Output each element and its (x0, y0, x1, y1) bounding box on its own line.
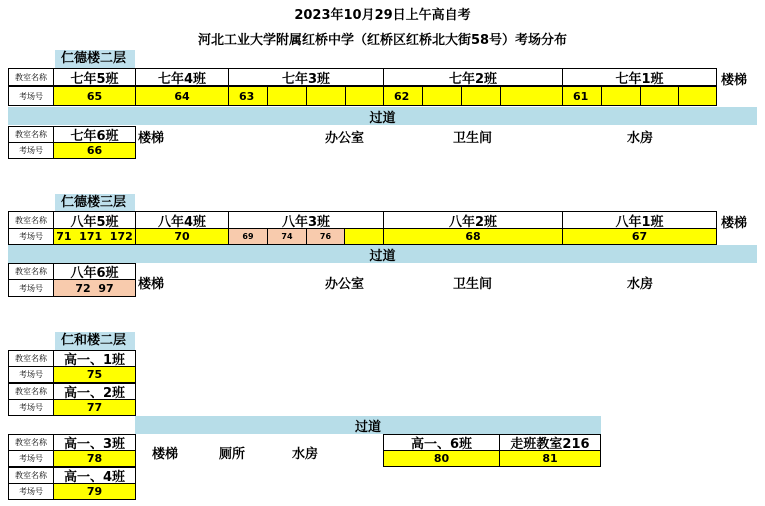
exam-room-number: 71 171 172 (53, 228, 136, 245)
classroom-label: 教室名称 (8, 126, 54, 143)
classroom-name: 八年4班 (135, 211, 229, 229)
classroom-label: 教室名称 (8, 383, 54, 400)
corridor: 过道 (135, 416, 601, 434)
exam-room-number: 68 (383, 228, 563, 245)
classroom-name: 高一、2班 (53, 383, 136, 400)
exam-room-cell (344, 228, 384, 245)
exam-room-number: 64 (135, 86, 229, 106)
exam-room-number: 63 (228, 86, 268, 106)
classroom-label: 教室名称 (8, 467, 54, 484)
exam-room-number: 75 (53, 366, 136, 383)
classroom-name: 高一、1班 (53, 350, 136, 367)
classroom-label: 教室名称 (8, 68, 54, 86)
office-label: 办公室 (325, 131, 365, 146)
stairs-label: 楼梯 (721, 73, 748, 88)
classroom-name: 八年6班 (53, 263, 136, 280)
exam-room-number: 61 (562, 86, 602, 106)
exam-room-number: 76 (306, 228, 345, 245)
exam-room-label: 考场号 (8, 366, 54, 383)
classroom-name: 七年3班 (228, 68, 384, 86)
exam-room-cell (345, 86, 384, 106)
water-room-label: 水房 (627, 277, 654, 292)
exam-room-cell (500, 86, 563, 106)
exam-room-number: 72 97 (53, 279, 136, 297)
exam-room-number: 77 (53, 399, 136, 416)
exam-room-number: 65 (53, 86, 136, 106)
stairs-label: 楼梯 (721, 216, 748, 231)
classroom-name: 八年1班 (562, 211, 717, 229)
floor-title-renhe-2f: 仁和楼二层 (55, 332, 135, 350)
exam-room-cell (461, 86, 501, 106)
restroom-label: 卫生间 (453, 131, 493, 146)
water-room-label: 水房 (627, 131, 654, 146)
exam-room-cell (601, 86, 641, 106)
toilet-label: 厕所 (219, 447, 246, 462)
exam-room-number: 78 (53, 450, 136, 467)
classroom-label: 教室名称 (8, 211, 54, 229)
exam-room-label: 考场号 (8, 279, 54, 297)
corridor: 过道 (8, 245, 757, 263)
floor-title-rende-2f: 仁德楼二层 (55, 50, 135, 68)
exam-room-number: 67 (562, 228, 717, 245)
corridor: 过道 (8, 107, 757, 125)
exam-room-cell (422, 86, 462, 106)
exam-room-label: 考场号 (8, 142, 54, 159)
exam-room-label: 考场号 (8, 483, 54, 500)
exam-room-label: 考场号 (8, 399, 54, 416)
classroom-name: 七年5班 (53, 68, 136, 86)
classroom-name: 八年5班 (53, 211, 136, 229)
exam-room-number: 62 (383, 86, 423, 106)
exam-room-cell (640, 86, 679, 106)
exam-room-number: 81 (499, 450, 601, 467)
page-subtitle: 河北工业大学附属红桥中学（红桥区红桥北大街58号）考场分布 (197, 33, 568, 48)
classroom-name: 高一、3班 (53, 434, 136, 451)
water-room-label: 水房 (292, 447, 319, 462)
classroom-name: 八年3班 (228, 211, 384, 229)
classroom-label: 教室名称 (8, 263, 54, 280)
stairs-label: 楼梯 (138, 131, 165, 146)
classroom-name: 七年4班 (135, 68, 229, 86)
exam-room-number: 70 (135, 228, 229, 245)
exam-room-number: 80 (383, 450, 500, 467)
classroom-name: 七年2班 (383, 68, 563, 86)
classroom-name: 八年2班 (383, 211, 563, 229)
exam-room-number: 79 (53, 483, 136, 500)
classroom-name: 七年1班 (562, 68, 717, 86)
exam-room-number: 69 (228, 228, 268, 245)
exam-room-label: 考场号 (8, 228, 54, 245)
classroom-name: 高一、6班 (383, 434, 500, 451)
stairs-label: 楼梯 (152, 447, 179, 462)
exam-room-label: 考场号 (8, 450, 54, 467)
stairs-label: 楼梯 (138, 277, 165, 292)
exam-room-cell (678, 86, 717, 106)
exam-room-number: 74 (267, 228, 307, 245)
classroom-label: 教室名称 (8, 350, 54, 367)
exam-room-label: 考场号 (8, 86, 54, 106)
floor-title-rende-3f: 仁德楼三层 (55, 194, 135, 212)
exam-room-cell (267, 86, 307, 106)
classroom-name: 七年6班 (53, 126, 136, 143)
classroom-name: 高一、4班 (53, 467, 136, 484)
exam-room-number: 66 (53, 142, 136, 159)
classroom-label: 教室名称 (8, 434, 54, 451)
classroom-name: 走班教室216 (499, 434, 601, 451)
restroom-label: 卫生间 (453, 277, 493, 292)
office-label: 办公室 (325, 277, 365, 292)
page-title: 2023年10月29日上午高自考 (294, 8, 471, 23)
exam-room-cell (306, 86, 346, 106)
